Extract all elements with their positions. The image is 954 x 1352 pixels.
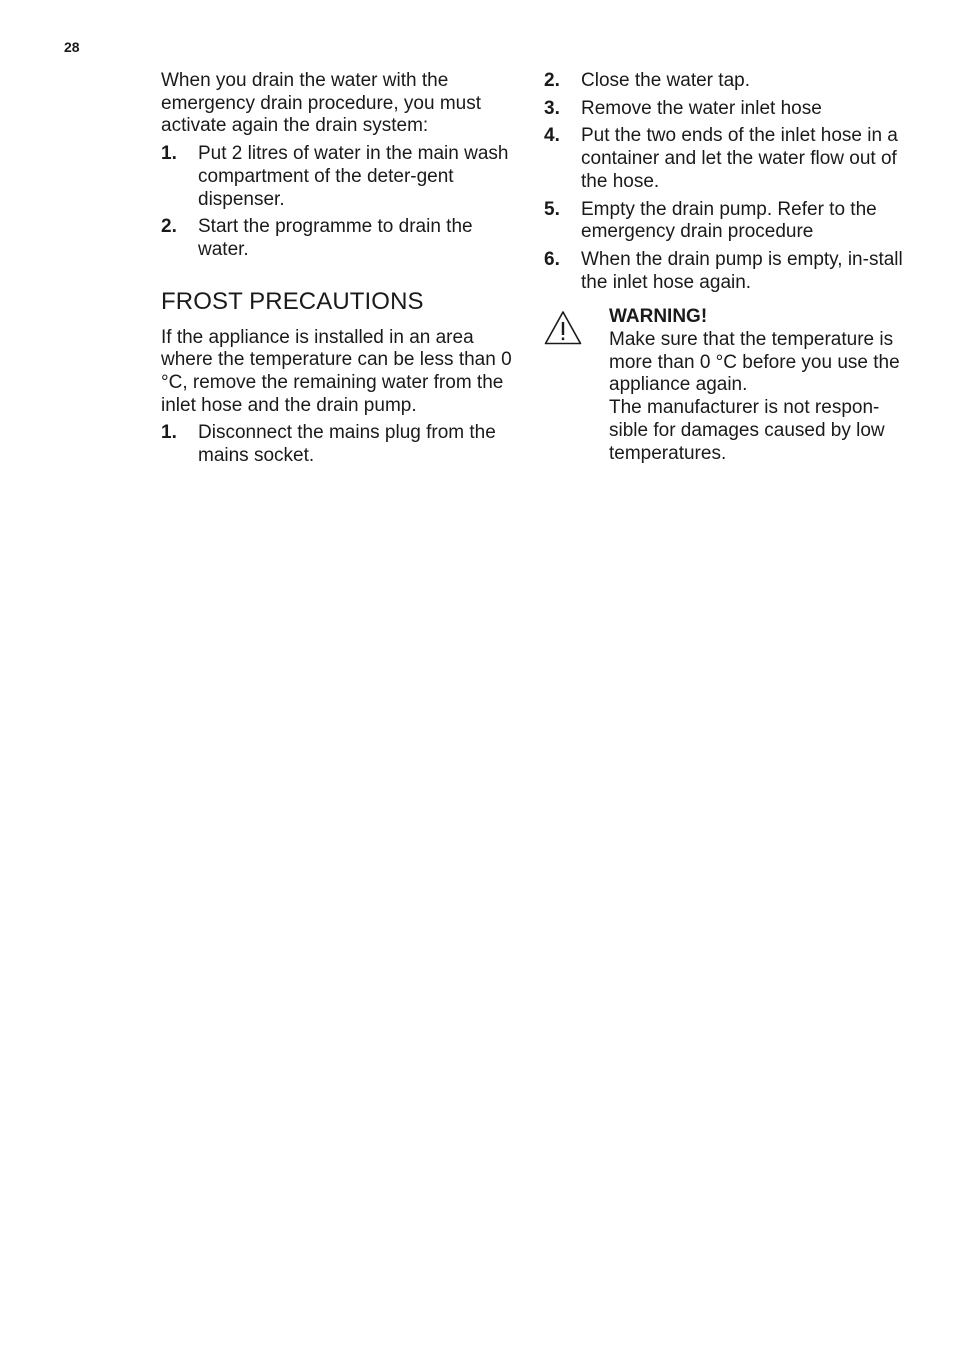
list-item: [161, 216, 521, 261]
frost-steps-left: [161, 422, 521, 467]
step-number: 4.: [544, 125, 560, 147]
step-text: Remove the water inlet hose: [581, 97, 822, 119]
step-text: When the drain pump is empty, in-stall the inlet hose again.: [581, 248, 903, 293]
list-item: [161, 422, 521, 467]
warning-triangle-icon: [544, 310, 582, 346]
step-text: Put 2 litres of water in the main wash compartment of the deter-gent dispenser.: [198, 143, 509, 210]
list-item: [544, 70, 904, 93]
step-number: 5.: [544, 198, 560, 220]
frost-intro: If the appliance is installed in an area where the temperature can be less than 0 °C, remove the remaining water from the inlet hose and the drain pump.: [161, 326, 512, 416]
step-number: 1.: [161, 422, 177, 444]
warning-text-temperature: Make sure that the temperature is more than 0 °C before you use the appliance again.: [609, 329, 900, 396]
left-column: [161, 70, 521, 468]
warning-text-manufacturer: The manufacturer is not respon-sible for damages caused by low temperatures.: [609, 397, 885, 464]
step-text: Close the water tap.: [581, 70, 750, 91]
right-column: [544, 70, 904, 465]
step-text: Disconnect the mains plug from the mains socket.: [198, 422, 496, 467]
step-number: 2.: [161, 216, 177, 238]
step-number: 6.: [544, 248, 560, 270]
frost-precautions-heading: FROST PRECAUTIONS: [161, 287, 424, 315]
list-item: [161, 143, 521, 211]
step-text: Empty the drain pump. Refer to the emergency drain procedure: [581, 198, 877, 243]
drain-reactivation-steps: [161, 143, 521, 262]
warning-box: [544, 306, 904, 465]
list-item: [544, 199, 904, 244]
emergency-drain-intro: When you drain the water with the emergency drain procedure, you must activate again the drain system:: [161, 70, 481, 137]
list-item: [544, 98, 904, 121]
step-number: 3.: [544, 97, 560, 119]
step-number: 2.: [544, 70, 560, 91]
step-number: 1.: [161, 143, 177, 165]
warning-title: WARNING!: [609, 306, 708, 328]
list-item: [544, 249, 904, 294]
step-text: Start the programme to drain the water.: [198, 216, 473, 260]
frost-steps-right: [544, 70, 904, 294]
step-text: Put the two ends of the inlet hose in a container and let the water flow out of the hose.: [581, 125, 898, 192]
list-item: [544, 125, 904, 193]
page-number: 28: [64, 39, 80, 55]
warning-body: [609, 306, 904, 465]
